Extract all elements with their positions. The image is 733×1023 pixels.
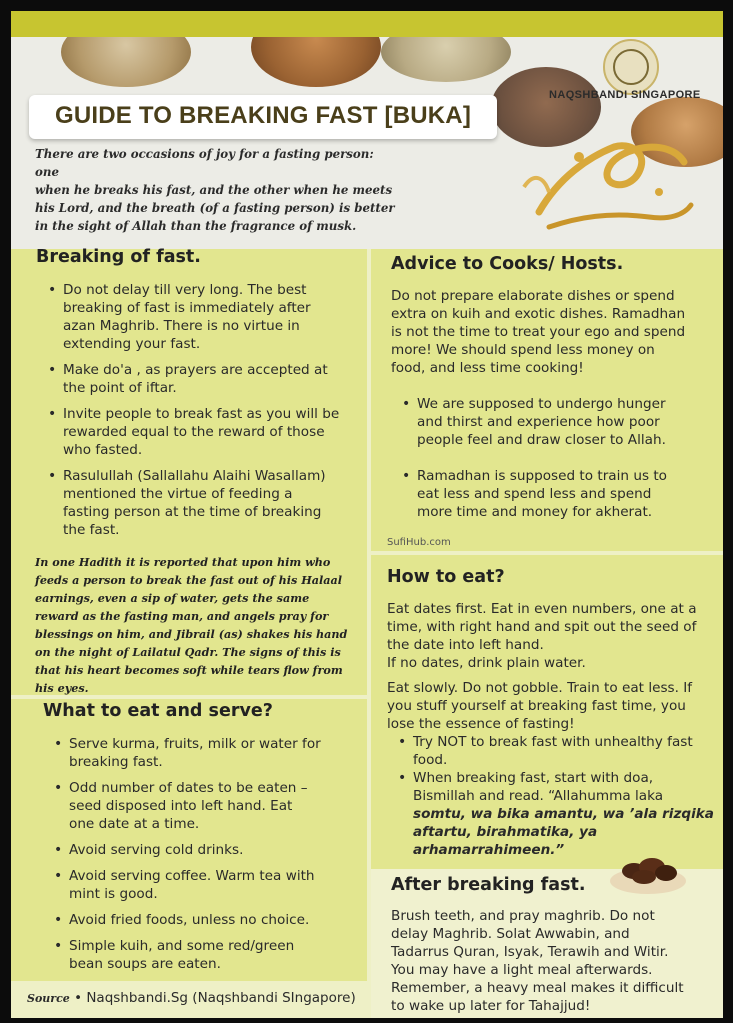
- hadith-line: earnings, even a sip of water, gets the same: [35, 591, 310, 605]
- para-line: the date into left hand.: [387, 637, 544, 653]
- para-line: If no dates, drink plain water.: [387, 655, 586, 671]
- item-line: Do not delay till very long. The best: [63, 282, 307, 298]
- hadith-text: [35, 553, 357, 697]
- list-item: • Invite people to break fast as you will be rewarded equal to the reward of those who fasted.: [41, 405, 361, 459]
- how-paragraph-1: [387, 600, 721, 672]
- para-line: Do not prepare elaborate dishes or spend: [391, 288, 675, 304]
- item-line: eat less and spend less and spend: [417, 486, 652, 502]
- org-name: NAQSHBANDI SINGAPORE: [549, 89, 701, 101]
- source-bullet: •: [69, 990, 87, 1006]
- item-line: the point of iftar.: [63, 380, 177, 396]
- almonds-bowl-icon: [251, 37, 381, 87]
- section-divider: [371, 551, 723, 555]
- item-line: When breaking fast, start with doa,: [413, 770, 654, 786]
- item-line: mint is good.: [69, 886, 158, 902]
- item-line: Bismillah and read. “Allahumma laka: [413, 788, 664, 804]
- item-line: and thirst and experience how poor: [417, 414, 660, 430]
- page-title: GUIDE TO BREAKING FAST [BUKA]: [54, 102, 472, 129]
- item-line: Avoid fried foods, unless no choice.: [69, 912, 310, 928]
- source-label: Source: [27, 992, 70, 1005]
- item-line: one date at a time.: [69, 816, 200, 832]
- item-line: breaking of fast is immediately after: [63, 300, 311, 316]
- para-line: to wake up later for Tahajjud!: [391, 998, 591, 1014]
- hadith-line: that his heart becomes soft while tears flow from: [35, 663, 343, 677]
- item-line: food.: [413, 752, 448, 768]
- serve-heading: What to eat and serve?: [43, 701, 273, 721]
- item-line: breaking fast.: [69, 754, 163, 770]
- para-line: time, with right hand and spit out the seed of: [387, 619, 697, 635]
- intro-line: when he breaks his fast, and the other when he meets: [35, 183, 393, 197]
- list-item: • When breaking fast, start with doa, Bismillah and read. “Allahumma laka somtu, wa bika amantu, wa ’ala rizqika aftartu, birahmatika, ya arhamarrahimeen.”: [391, 769, 721, 859]
- list-item: • Try NOT to break fast with unhealthy fast food.: [391, 733, 721, 769]
- item-line: who fasted.: [63, 442, 143, 458]
- list-item: • Odd number of dates to be eaten – seed disposed into left hand. Eat one date at a time.: [47, 779, 363, 833]
- item-line: Make do'a , as prayers are accepted at: [63, 362, 328, 378]
- top-bar: [11, 11, 723, 37]
- item-line: Serve kurma, fruits, milk or water for: [69, 736, 321, 752]
- item-line: Rasulullah (Sallallahu Alaihi Wasallam): [63, 468, 326, 484]
- list-item: • Avoid fried foods, unless no choice.: [47, 911, 363, 929]
- list-item: • Make do'a , as prayers are accepted at the point of iftar.: [41, 361, 361, 397]
- advice-heading: Advice to Cooks/ Hosts.: [391, 254, 624, 274]
- how-list: [391, 733, 721, 859]
- item-line: arhamarrahimeen.”: [413, 842, 565, 858]
- item-line: azan Maghrib. There is no virtue in: [63, 318, 300, 334]
- para-line: Tadarrus Quran, Isyak, Terawih and Witir.: [391, 944, 669, 960]
- pistachio-bowl-icon: [381, 37, 511, 82]
- list-item: • Serve kurma, fruits, milk or water for breaking fast.: [47, 735, 363, 771]
- item-line: Avoid serving coffee. Warm tea with: [69, 868, 315, 884]
- advice-list: [395, 395, 721, 521]
- item-line: the fast.: [63, 522, 120, 538]
- list-item: • Rasulullah (Sallallahu Alaihi Wasallam) mentioned the virtue of feeding a fasting person at the time of breaking the fast.: [41, 467, 361, 539]
- item-line: Simple kuih, and some red/green: [69, 938, 295, 954]
- hadith-line: on the night of Lailatul Qadr. The signs of this is: [35, 645, 341, 659]
- item-line: rewarded equal to the reward of those: [63, 424, 325, 440]
- source-text: Naqshbandi.Sg (Naqshbandi SIngapore): [86, 990, 356, 1006]
- site-credit: SufiHub.com: [387, 537, 451, 548]
- para-line: Remember, a heavy meal makes it difficult: [391, 980, 684, 996]
- para-line: You may have a light meal afterwards.: [391, 962, 653, 978]
- intro-line: in the sight of Allah than the fragrance of musk.: [35, 219, 357, 233]
- hadith-line: In one Hadith it is reported that upon him who: [35, 555, 331, 569]
- list-item: • Simple kuih, and some red/green bean soups are eaten.: [47, 937, 363, 973]
- list-item: • Ramadhan is supposed to train us to eat less and spend less and spend more time and money for akherat.: [395, 467, 721, 521]
- serve-list: [47, 735, 363, 973]
- how-paragraph-2: [387, 679, 721, 733]
- para-line: food, and less time cooking!: [391, 360, 584, 376]
- advice-paragraph: [391, 287, 721, 377]
- para-line: Eat slowly. Do not gobble. Train to eat less. If: [387, 680, 693, 696]
- nuts-bowl-icon: [61, 37, 191, 87]
- breaking-list: [41, 281, 361, 539]
- item-line: We are supposed to undergo hunger: [417, 396, 666, 412]
- item-line: bean soups are eaten.: [69, 956, 221, 972]
- how-heading: How to eat?: [387, 567, 505, 587]
- intro-quote: [35, 145, 401, 235]
- breaking-heading: Breaking of fast.: [36, 247, 201, 267]
- para-line: lose the essence of fasting!: [387, 716, 575, 732]
- after-paragraph: [391, 907, 721, 1015]
- after-heading: After breaking fast.: [391, 875, 586, 895]
- para-line: is not the time to treat your ego and spend: [391, 324, 686, 340]
- item-line: extending your fast.: [63, 336, 201, 352]
- para-line: delay Maghrib. Solat Awwabin, and: [391, 926, 630, 942]
- item-line: people feel and draw closer to Allah.: [417, 432, 666, 448]
- para-line: Brush teeth, and pray maghrib. Do not: [391, 908, 655, 924]
- hadith-line: his eyes.: [35, 681, 89, 695]
- para-line: more! We should spend less money on: [391, 342, 655, 358]
- item-line: seed disposed into left hand. Eat: [69, 798, 293, 814]
- item-line: aftartu, birahmatika, ya: [413, 824, 598, 840]
- item-line: fasting person at the time of breaking: [63, 504, 322, 520]
- item-line: mentioned the virtue of feeding a: [63, 486, 293, 502]
- list-item: • We are supposed to undergo hunger and thirst and experience how poor people feel and draw closer to Allah.: [395, 395, 721, 449]
- ramadan-calligraphy-icon: [519, 117, 699, 237]
- intro-line: his Lord, and the breath (of a fasting person) is better: [35, 201, 395, 215]
- item-line: Try NOT to break fast with unhealthy fast: [413, 734, 693, 750]
- item-line: somtu, wa bika amantu, wa ’ala rizqika: [413, 806, 714, 822]
- item-line: Invite people to break fast as you will be: [63, 406, 340, 422]
- item-line: Avoid serving cold drinks.: [69, 842, 244, 858]
- poster: [11, 11, 723, 1018]
- source-credit: [27, 990, 356, 1006]
- para-line: you stuff yourself at breaking fast time, you: [387, 698, 686, 714]
- list-item: • Avoid serving cold drinks.: [47, 841, 363, 859]
- list-item: • Do not delay till very long. The best breaking of fast is immediately after azan Maghrib. There is no virtue in extending your fast.: [41, 281, 361, 353]
- title-box: [29, 95, 497, 139]
- hadith-line: reward as the fasting man, and angels pray for: [35, 609, 329, 623]
- intro-line: There are two occasions of joy for a fasting person: one: [35, 147, 374, 179]
- hadith-line: feeds a person to break the fast out of his Halaal: [35, 573, 343, 587]
- item-line: more time and money for akherat.: [417, 504, 653, 520]
- para-line: extra on kuih and exotic dishes. Ramadhan: [391, 306, 686, 322]
- list-item: • Avoid serving coffee. Warm tea with mint is good.: [47, 867, 363, 903]
- naqshbandi-emblem-icon: [603, 39, 659, 95]
- item-line: Odd number of dates to be eaten –: [69, 780, 308, 796]
- header-banner: [11, 37, 723, 249]
- item-line: Ramadhan is supposed to train us to: [417, 468, 668, 484]
- hadith-line: blessings on him, and Jibrail (as) shakes his hand: [35, 627, 348, 641]
- dates-bowl-icon: [608, 851, 688, 895]
- para-line: Eat dates first. Eat in even numbers, one at a: [387, 601, 697, 617]
